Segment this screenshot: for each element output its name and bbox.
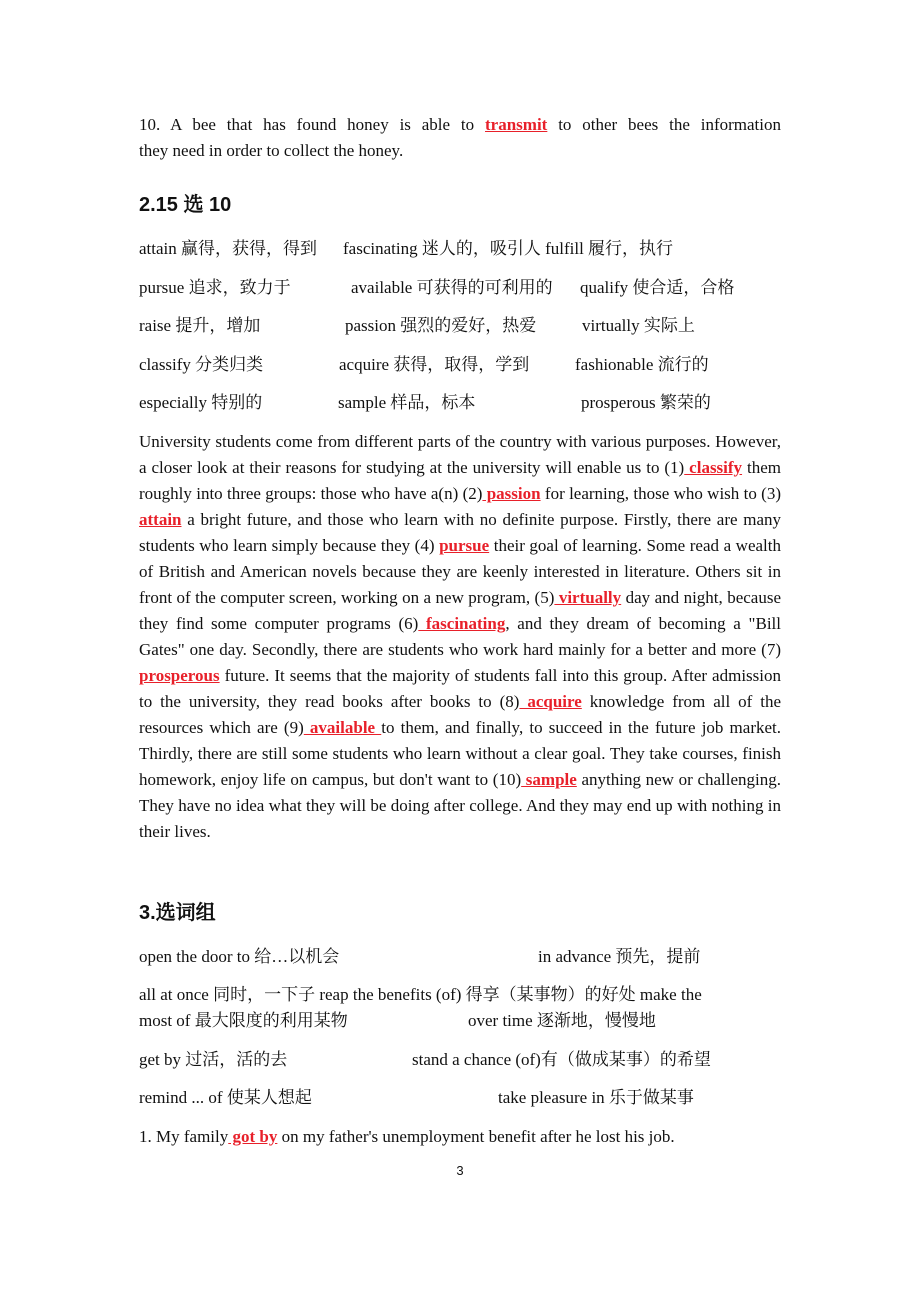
vocab-available: available 可获得的可利用的 — [351, 278, 553, 297]
page-number: 3 — [456, 1163, 464, 1178]
passage-text-5: day and night, because they find some computer programs (6) — [139, 588, 781, 633]
question-1-line — [139, 1124, 675, 1150]
passage-text-7: future. It seems that the majority of students fall into this group. After admission to the university, they read books after books to (8) — [139, 666, 781, 711]
passage-text-8: knowledge from all of the resources which are (9) — [139, 692, 781, 737]
vocab-classify: classify 分类归类 — [139, 355, 264, 374]
vocab-sample: sample 样品，标本 — [338, 393, 476, 412]
answer-2: passion — [482, 484, 541, 503]
question-10-prefix: 10. A bee that has found honey is able to — [139, 115, 475, 134]
phrase-stand-a-chance: stand a chance (of)有（做成某事）的希望 — [412, 1050, 711, 1069]
answer-7: prosperous — [139, 666, 220, 685]
phrase-row-3 — [139, 1047, 799, 1073]
passage-text-1: them roughly into three groups: those who have a(n) (2) — [139, 458, 781, 503]
question-1-suffix: on my father's unemployment benefit after he lost his job. — [281, 1127, 675, 1146]
question-10-line1 — [139, 112, 781, 138]
answer-4: pursue — [439, 536, 490, 555]
vocab-row-2 — [139, 275, 799, 301]
passage-text-4: their goal of learning. Some read a wealth of British and American novels because they are keenly interested in literature. Others sit in front of the computer screen, working on a new program, (5) — [139, 536, 781, 607]
vocab-row-4 — [139, 352, 799, 378]
section-3-title: 3.选词组 — [139, 902, 216, 924]
phrase-row-2 — [139, 982, 799, 1034]
question-10-line2: they need in order to collect the honey. — [139, 141, 404, 160]
passage-text-0: University students come from different parts of the country with various purposes. However, a closer look at their reasons for studying at the university will enable us to (1) — [139, 432, 781, 477]
passage-text-10: anything new or challenging. They have no idea what they will be doing after college. And they may end up with nothing in their lives. — [139, 770, 781, 841]
phrase-make-the-most-of: most of 最大限度的利用某物 — [139, 1011, 348, 1030]
phrase-open-the-door-to: open the door to 给…以机会 — [139, 947, 340, 966]
phrase-take-pleasure-in: take pleasure in 乐于做某事 — [498, 1088, 694, 1107]
answer-got-by: got by — [228, 1127, 278, 1146]
vocab-especially: especially 特别的 — [139, 393, 263, 412]
phrase-row-1 — [139, 944, 799, 970]
vocab-fashionable: fashionable 流行的 — [575, 355, 709, 374]
question-10 — [139, 112, 781, 164]
section-215-title: 2.15 选 10 — [139, 194, 232, 216]
passage-text-6: , and they dream of becoming a "Bill Gates" one day. Secondly, there are students who work hard mainly for a better and more (7) — [139, 614, 782, 659]
phrase-in-advance: in advance 预先，提前 — [538, 947, 701, 966]
vocab-attain: attain 赢得，获得，得到 — [139, 239, 318, 258]
vocab-raise: raise 提升，增加 — [139, 316, 261, 335]
reading-passage — [139, 429, 781, 845]
vocab-pursue: pursue 追求，致力于 — [139, 278, 291, 297]
passage-text-2: for learning, those who wish to (3) — [540, 484, 781, 503]
phrase-over-time: over time 逐渐地，慢慢地 — [468, 1011, 656, 1030]
phrase-row-4 — [139, 1085, 799, 1111]
question-10-suffix: to other bees the information — [558, 115, 782, 134]
vocab-row-1 — [139, 236, 799, 262]
answer-1: classify — [684, 458, 743, 477]
vocab-passion: passion 强烈的爱好，热爱 — [345, 316, 537, 335]
vocab-qualify: qualify 使合适，合格 — [580, 278, 735, 297]
answer-3: attain — [139, 510, 182, 529]
question-1-prefix: 1. My family — [139, 1127, 229, 1146]
answer-transmit: transmit — [485, 115, 548, 134]
answer-9: available — [303, 718, 382, 737]
vocab-fascinating-fulfill: fascinating 迷人的，吸引人 fulfill 履行，执行 — [343, 239, 674, 258]
phrase-get-by: get by 过活，活的去 — [139, 1050, 288, 1069]
vocab-acquire: acquire 获得，取得，学到 — [339, 355, 530, 374]
vocab-row-5 — [139, 390, 799, 416]
answer-10: sample — [521, 770, 577, 789]
passage-text-9: to them, and finally, to succeed in the future job market. Thirdly, there are still some students who learn without a clear goal. They take courses, finish homework, enjoy life on campus, but don't want to (10) — [139, 718, 782, 789]
answer-8: acquire — [519, 692, 582, 711]
vocab-virtually: virtually 实际上 — [582, 316, 695, 335]
question-1 — [139, 1124, 799, 1150]
phrase-all-at-once-line: all at once 同时，一下子 reap the benefits (of) 得享（某事物）的好处 make the — [139, 985, 702, 1004]
passage-text-3: a bright future, and those who learn with no definite purpose. Firstly, there are many students who learn simply because they (4) — [139, 510, 781, 555]
answer-6: fascinating — [418, 614, 506, 633]
answer-5: virtually — [554, 588, 622, 607]
vocab-prosperous: prosperous 繁荣的 — [581, 393, 711, 412]
vocab-row-3 — [139, 313, 799, 339]
phrase-remind-of: remind ... of 使某人想起 — [139, 1088, 312, 1107]
